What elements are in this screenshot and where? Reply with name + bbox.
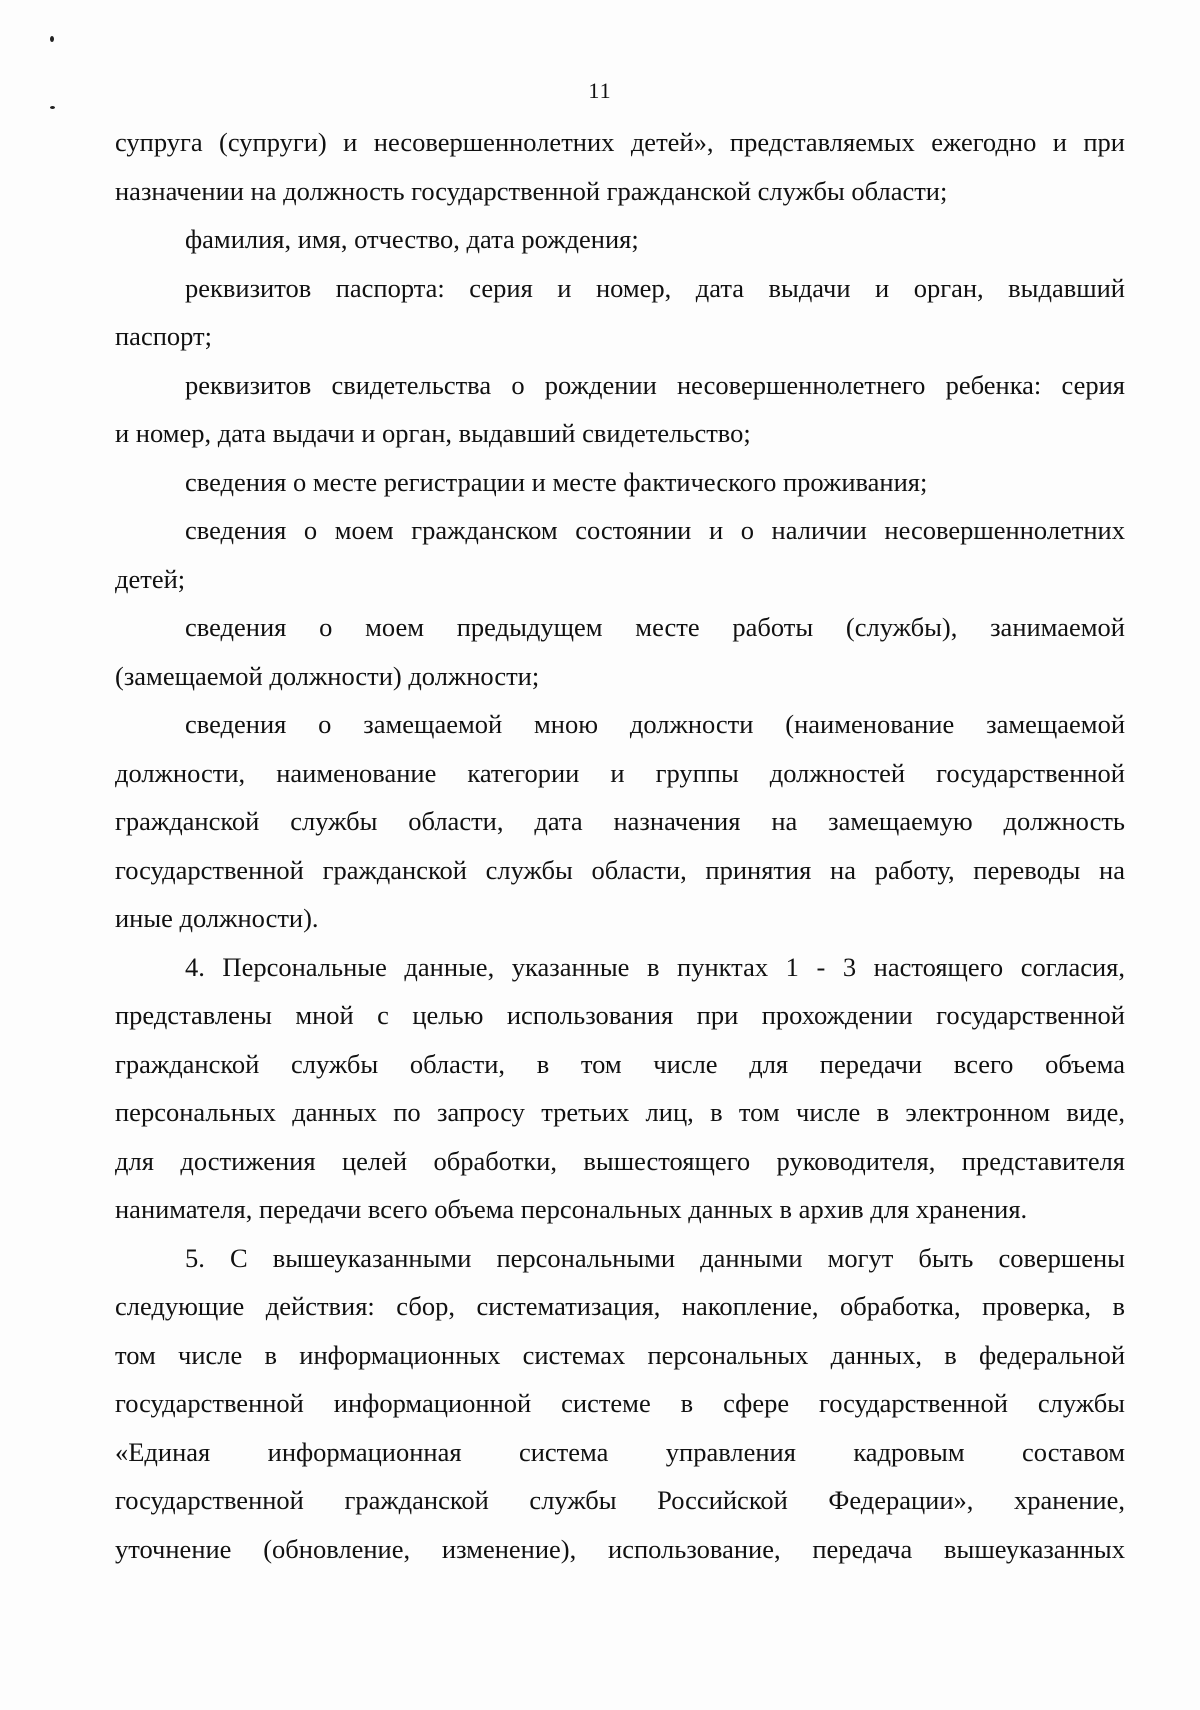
text-line: сведения о моем гражданском состоянии и о наличии несовершеннолетних xyxy=(185,515,1125,545)
text-line: сведения о замещаемой мною должности (наименование замещаемой xyxy=(185,709,1125,739)
page-number: 11 xyxy=(588,78,612,103)
text-line: государственной гражданской службы Российской Федерации», хранение, xyxy=(115,1485,1125,1515)
text-line: гражданской службы области, дата назначения на замещаемую должность xyxy=(115,806,1125,836)
text-line: и номер, дата выдачи и орган, выдавший свидетельство; xyxy=(115,418,751,448)
text-line: супруга (супруги) и несовершеннолетних детей», представляемых ежегодно и при xyxy=(115,127,1125,157)
text-line: для достижения целей обработки, вышестоящего руководителя, представителя xyxy=(115,1145,1125,1176)
text-line: назначении на должность государственной гражданской службы области; xyxy=(115,175,948,206)
text-line: реквизитов паспорта: серия и номер, дата выдачи и орган, выдавший xyxy=(185,272,1125,303)
text-line: сведения о моем предыдущем месте работы (службы), занимаемой xyxy=(185,612,1125,642)
text-line: (замещаемой должности) должности; xyxy=(115,660,540,691)
scan-speck-mark xyxy=(50,36,54,42)
text-line: паспорт; xyxy=(115,321,212,351)
text-line: следующие действия: сбор, систематизация, накопление, обработка, проверка, в xyxy=(115,1291,1125,1321)
text-line: фамилия, имя, отчество, дата рождения; xyxy=(185,224,639,254)
text-line: 4. Персональные данные, указанные в пунктах 1 - 3 настоящего согласия, xyxy=(185,951,1125,982)
text-line: сведения о месте регистрации и месте фактического проживания; xyxy=(185,466,928,497)
text-line: реквизитов свидетельства о рождении несовершеннолетнего ребенка: серия xyxy=(185,369,1125,400)
text-line: том числе в информационных системах персональных данных, в федеральной xyxy=(115,1339,1125,1370)
text-line: государственной информационной системе в сфере государственной службы xyxy=(115,1388,1125,1418)
text-line: представлены мной с целью использования при прохождении государственной xyxy=(115,1000,1125,1030)
text-line: нанимателя, передачи всего объема персональных данных в архив для хранения. xyxy=(115,1194,1028,1224)
text-line: «Единая информационная система управления кадровым составом xyxy=(115,1436,1125,1467)
text-line: уточнение (обновление, изменение), использование, передача вышеуказанных xyxy=(115,1533,1125,1564)
text-line: иные должности). xyxy=(115,903,319,933)
text-line: детей; xyxy=(115,563,186,594)
scan-speck-mark xyxy=(50,106,55,109)
text-line: 5. С вышеуказанными персональными данными могут быть совершены xyxy=(185,1242,1125,1273)
text-line: государственной гражданской службы области, принятия на работу, переводы на xyxy=(115,854,1125,885)
document-body xyxy=(115,118,1125,1573)
text-line: гражданской службы области, в том числе для передачи всего объема xyxy=(115,1048,1125,1079)
text-line: должности, наименование категории и группы должностей государственной xyxy=(115,757,1125,788)
text-line: персональных данных по запросу третьих лиц, в том числе в электронном виде, xyxy=(115,1097,1125,1127)
